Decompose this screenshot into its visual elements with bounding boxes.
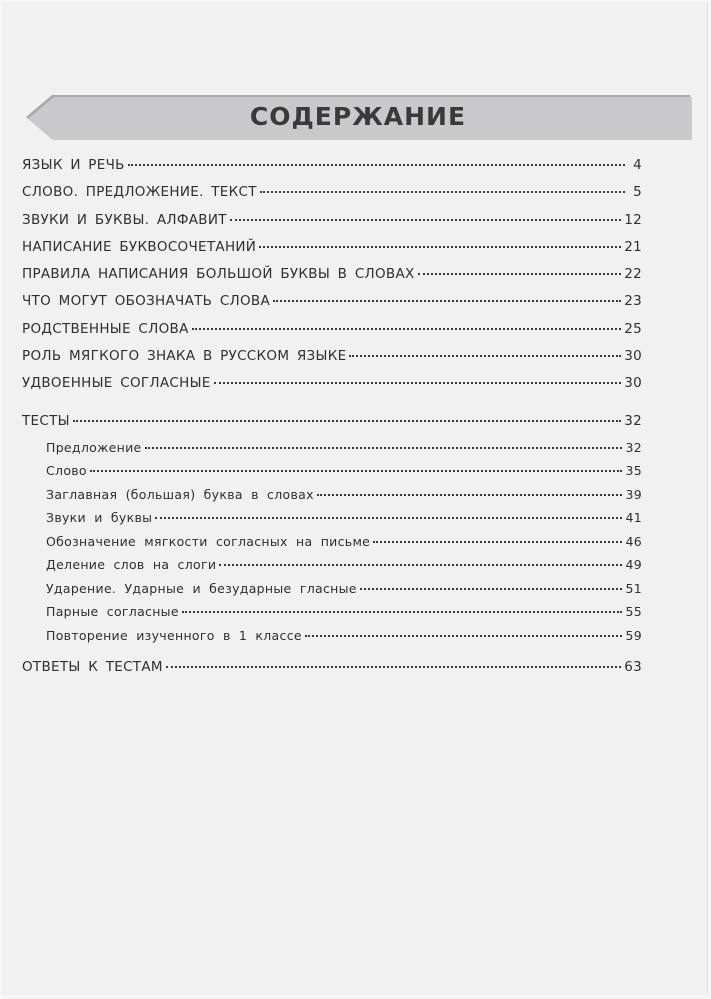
toc-sublabel: Деление слов на слоги (46, 557, 217, 573)
toc-page-number: 25 (624, 320, 642, 337)
toc-row[interactable] (22, 348, 642, 375)
toc-label: ЯЗЫК И РЕЧЬ (22, 157, 125, 173)
toc-row[interactable] (22, 375, 642, 402)
toc-subrow[interactable] (22, 440, 642, 464)
toc-page-number: 49 (625, 557, 642, 573)
toc-subrow[interactable] (22, 557, 642, 581)
toc-sublabel: Обозначение мягкости согласных на письме (46, 533, 371, 549)
toc-subrow[interactable] (22, 463, 642, 487)
section-gap (22, 403, 642, 413)
toc-subrow[interactable] (22, 604, 642, 628)
toc-label: УДВОЕННЫЕ СОГЛАСНЫЕ (22, 375, 211, 392)
table-of-contents (22, 157, 642, 687)
dot-leader (128, 164, 625, 166)
page-title: СОДЕРЖАНИЕ (249, 102, 467, 131)
toc-sublabel: Ударение. Ударные и безударные гласные (46, 580, 357, 596)
dot-leader (145, 447, 623, 449)
title-banner (24, 94, 692, 140)
toc-subrow[interactable] (22, 581, 642, 605)
toc-page-number: 55 (625, 604, 642, 620)
dot-leader (219, 564, 622, 566)
toc-row[interactable] (22, 212, 642, 239)
toc-sublabel: Слово (46, 463, 87, 479)
toc-page-number: 35 (625, 463, 642, 479)
dot-leader (182, 611, 623, 613)
toc-sublabel: Повторение изученного в 1 классе (46, 627, 302, 643)
page (2, 2, 708, 995)
toc-page-number: 63 (624, 659, 642, 676)
section-gap (22, 651, 642, 659)
dot-leader (349, 355, 621, 357)
toc-label: НАПИСАНИЕ БУКВОСОЧЕТАНИЙ (22, 238, 257, 255)
dot-leader (305, 635, 623, 637)
dot-leader (214, 382, 622, 384)
toc-label: СЛОВО. ПРЕДЛОЖЕНИЕ. ТЕКСТ (22, 184, 257, 201)
toc-row-answers[interactable] (22, 659, 642, 686)
toc-page-number: 39 (625, 486, 642, 502)
dot-leader (373, 541, 622, 543)
toc-page-number: 12 (624, 211, 642, 228)
toc-page-number: 32 (625, 439, 642, 455)
toc-subrow[interactable] (22, 510, 642, 534)
toc-page-number: 23 (624, 293, 642, 310)
dot-leader (166, 666, 621, 668)
toc-row[interactable] (22, 321, 642, 348)
dot-leader (273, 300, 621, 302)
toc-label: ТЕСТЫ (22, 412, 70, 429)
toc-row[interactable] (22, 239, 642, 266)
toc-page-number: 21 (624, 238, 642, 255)
toc-subrow[interactable] (22, 534, 642, 558)
toc-row[interactable] (22, 266, 642, 293)
toc-row[interactable] (22, 184, 642, 211)
toc-page-number: 22 (624, 266, 642, 283)
toc-sublabel: Предложение (46, 439, 142, 455)
dot-leader (317, 494, 623, 496)
dot-leader (155, 517, 622, 519)
toc-label: ОТВЕТЫ К ТЕСТАМ (22, 659, 163, 676)
toc-page-number: 4 (633, 157, 642, 173)
toc-sublabel: Звуки и буквы (46, 510, 153, 526)
toc-page-number: 46 (625, 533, 642, 549)
dot-leader (192, 328, 622, 330)
toc-label: ПРАВИЛА НАПИСАНИЯ БОЛЬШОЙ БУКВЫ В СЛОВАХ (22, 266, 415, 283)
toc-row[interactable] (22, 293, 642, 320)
toc-page-number: 5 (633, 184, 642, 201)
dot-leader (259, 246, 621, 248)
toc-sublabel: Заглавная (большая) буква в словах (46, 486, 314, 502)
dot-leader (230, 219, 621, 221)
dot-leader (360, 588, 623, 590)
toc-subrow[interactable] (22, 487, 642, 511)
toc-label: РОДСТВЕННЫЕ СЛОВА (22, 320, 189, 337)
dot-leader (90, 470, 623, 472)
toc-page-number: 30 (624, 375, 642, 392)
toc-sublabel: Парные согласные (46, 604, 179, 620)
toc-page-number: 59 (625, 627, 642, 643)
toc-label: РОЛЬ МЯГКОГО ЗНАКА В РУССКОМ ЯЗЫКЕ (22, 348, 347, 365)
toc-page-number: 30 (624, 348, 642, 365)
toc-subrow[interactable] (22, 628, 642, 652)
dot-leader (260, 191, 625, 193)
toc-row-tests[interactable] (22, 413, 642, 440)
toc-label: ЗВУКИ И БУКВЫ. АЛФАВИТ (22, 211, 227, 228)
dot-leader (418, 273, 622, 275)
toc-label: ЧТО МОГУТ ОБОЗНАЧАТЬ СЛОВА (22, 293, 271, 310)
toc-row[interactable] (22, 157, 642, 184)
dot-leader (73, 420, 621, 422)
toc-page-number: 51 (625, 580, 642, 596)
toc-page-number: 32 (624, 412, 642, 429)
toc-page-number: 41 (625, 510, 642, 526)
